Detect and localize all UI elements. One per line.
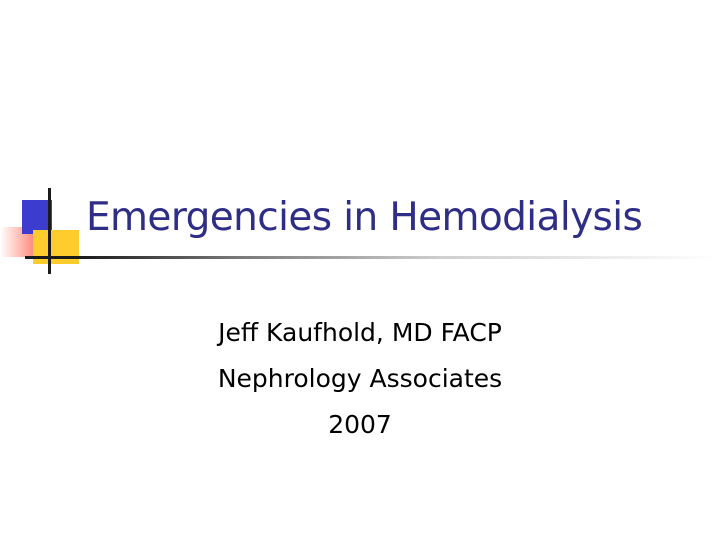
subtitle-year: 2007 — [328, 410, 392, 439]
subtitle-organization: Nephrology Associates — [217, 364, 503, 393]
slide-title: Emergencies in Hemodialysis — [86, 195, 643, 240]
vertical-rule — [48, 188, 51, 274]
subtitle-author: Jeff Kaufhold, MD FACP — [218, 318, 502, 347]
horizontal-rule — [25, 256, 720, 259]
slide-subtitle — [60, 310, 660, 448]
